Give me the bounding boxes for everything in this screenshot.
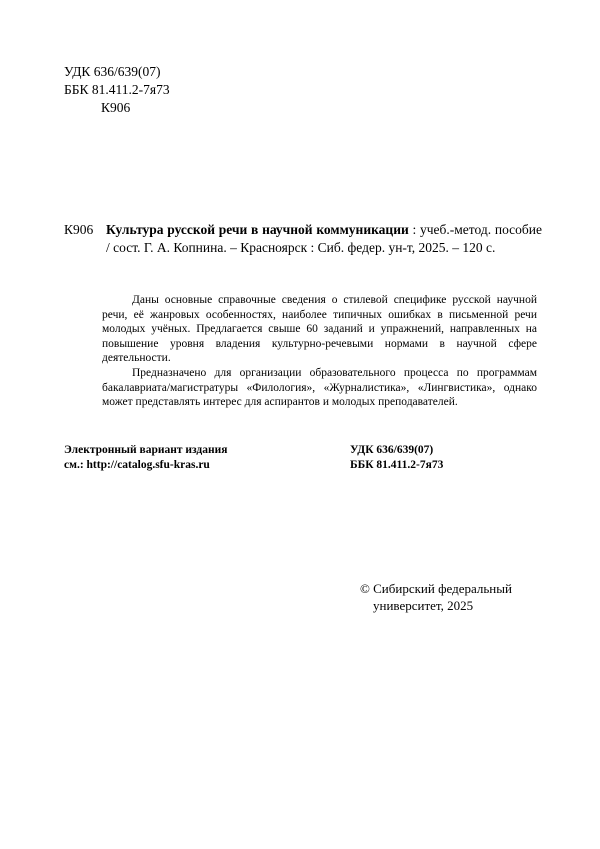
- record-author-sign: К906: [64, 222, 94, 237]
- catalog-link[interactable]: см.: http://catalog.sfu-kras.ru: [64, 459, 210, 471]
- annotation-paragraph-1: Даны основные справочные сведения о стилевой специфике русской научной речи, её жанровых особенностях, наиболее типичных ошибках в письменной речи молодых учёных. Предлагается свыше 60 заданий и упражнений, направленных на повышение уровня владения культурно-речевыми нормами в научной сфере деятельности.: [102, 294, 537, 365]
- record-text: [106, 221, 542, 257]
- bbk-code: ББК 81.411.2-7я73: [64, 82, 170, 97]
- annotation: [102, 293, 537, 410]
- bbk-code-bottom: ББК 81.411.2-7я73: [350, 459, 444, 471]
- classification-block-top: [64, 63, 170, 117]
- udk-code: УДК 636/639(07): [64, 64, 161, 79]
- classification-block-bottom: [350, 443, 443, 473]
- electronic-version-note: [64, 443, 227, 473]
- annotation-paragraph-2: Предназначено для организации образовательного процесса по программам бакалавриата/магистратуры «Филология», «Журналистика», «Лингвистика», однако может представлять интерес для аспирантов и молодых преподавателей.: [102, 366, 537, 409]
- electronic-version-label: Электронный вариант издания: [64, 444, 228, 456]
- author-sign: К906: [101, 100, 131, 115]
- udk-code-bottom: УДК 636/639(07): [350, 444, 434, 456]
- publication-details: : учеб.-метод. пособие / сост. Г. А. Копнина. – Красноярск : Сиб. федер. ун-т, 2025. – 120 с.: [106, 222, 542, 255]
- book-title: Культура русской речи в научной коммуникации: [106, 222, 409, 237]
- copyright-line-1: © Сибирский федеральный: [360, 581, 512, 596]
- copyright-line-2: университет, 2025: [373, 598, 474, 613]
- copyright-notice: [360, 580, 512, 614]
